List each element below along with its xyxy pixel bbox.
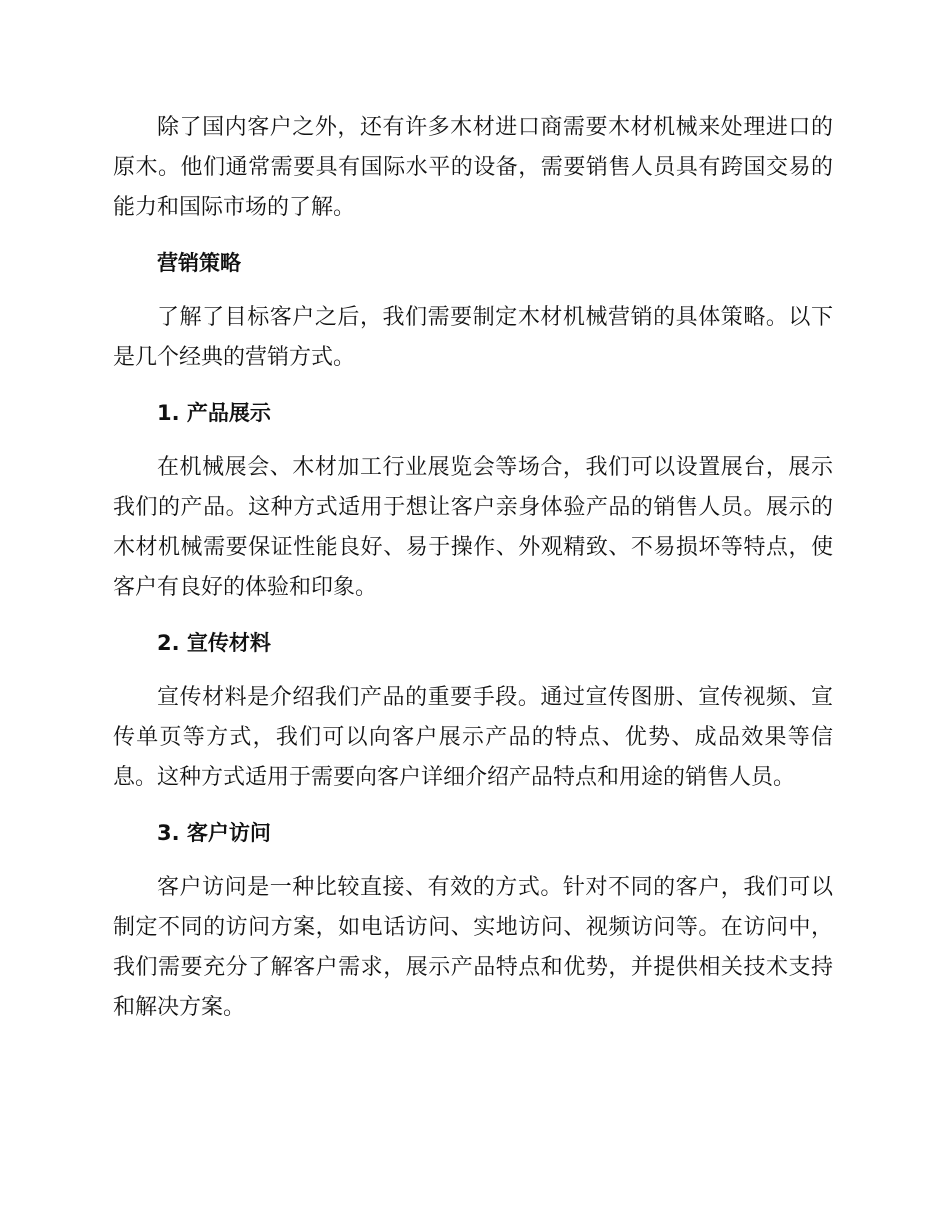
paragraph-importers: 除了国内客户之外，还有许多木材进口商需要木材机械来处理进口的原木。他们通常需要具有国际水平的设备，需要销售人员具有跨国交易的能力和国际市场的了解。	[113, 115, 833, 220]
heading-product-display: 1. 产品展示	[157, 401, 271, 425]
heading-customer-visits: 3. 客户访问	[157, 821, 271, 845]
paragraph-customer-visits: 客户访问是一种比较直接、有效的方式。针对不同的客户，我们可以制定不同的访问方案，如电话访问、实地访问、视频访问等。在访问中，我们需要充分了解客户需求，展示产品特点和优势，并提供相关技术支持和解决方案。	[113, 875, 833, 1020]
paragraph-product-display: 在机械展会、木材加工行业展览会等场合，我们可以设置展台，展示我们的产品。这种方式适用于想让客户亲身体验产品的销售人员。展示的木材机械需要保证性能良好、易于操作、外观精致、不易损坏等特点，使客户有良好的体验和印象。	[113, 455, 833, 600]
heading-marketing-strategy: 营销策略	[157, 251, 241, 275]
paragraph-promo-materials: 宣传材料是介绍我们产品的重要手段。通过宣传图册、宣传视频、宣传单页等方式，我们可以向客户展示产品的特点、优势、成品效果等信息。这种方式适用于需要向客户详细介绍产品特点和用途的销售人员。	[113, 685, 833, 790]
heading-promo-materials: 2. 宣传材料	[157, 631, 271, 655]
paragraph-strategy-intro: 了解了目标客户之后，我们需要制定木材机械营销的具体策略。以下是几个经典的营销方式。	[113, 305, 833, 370]
document-page	[113, 108, 833, 1043]
